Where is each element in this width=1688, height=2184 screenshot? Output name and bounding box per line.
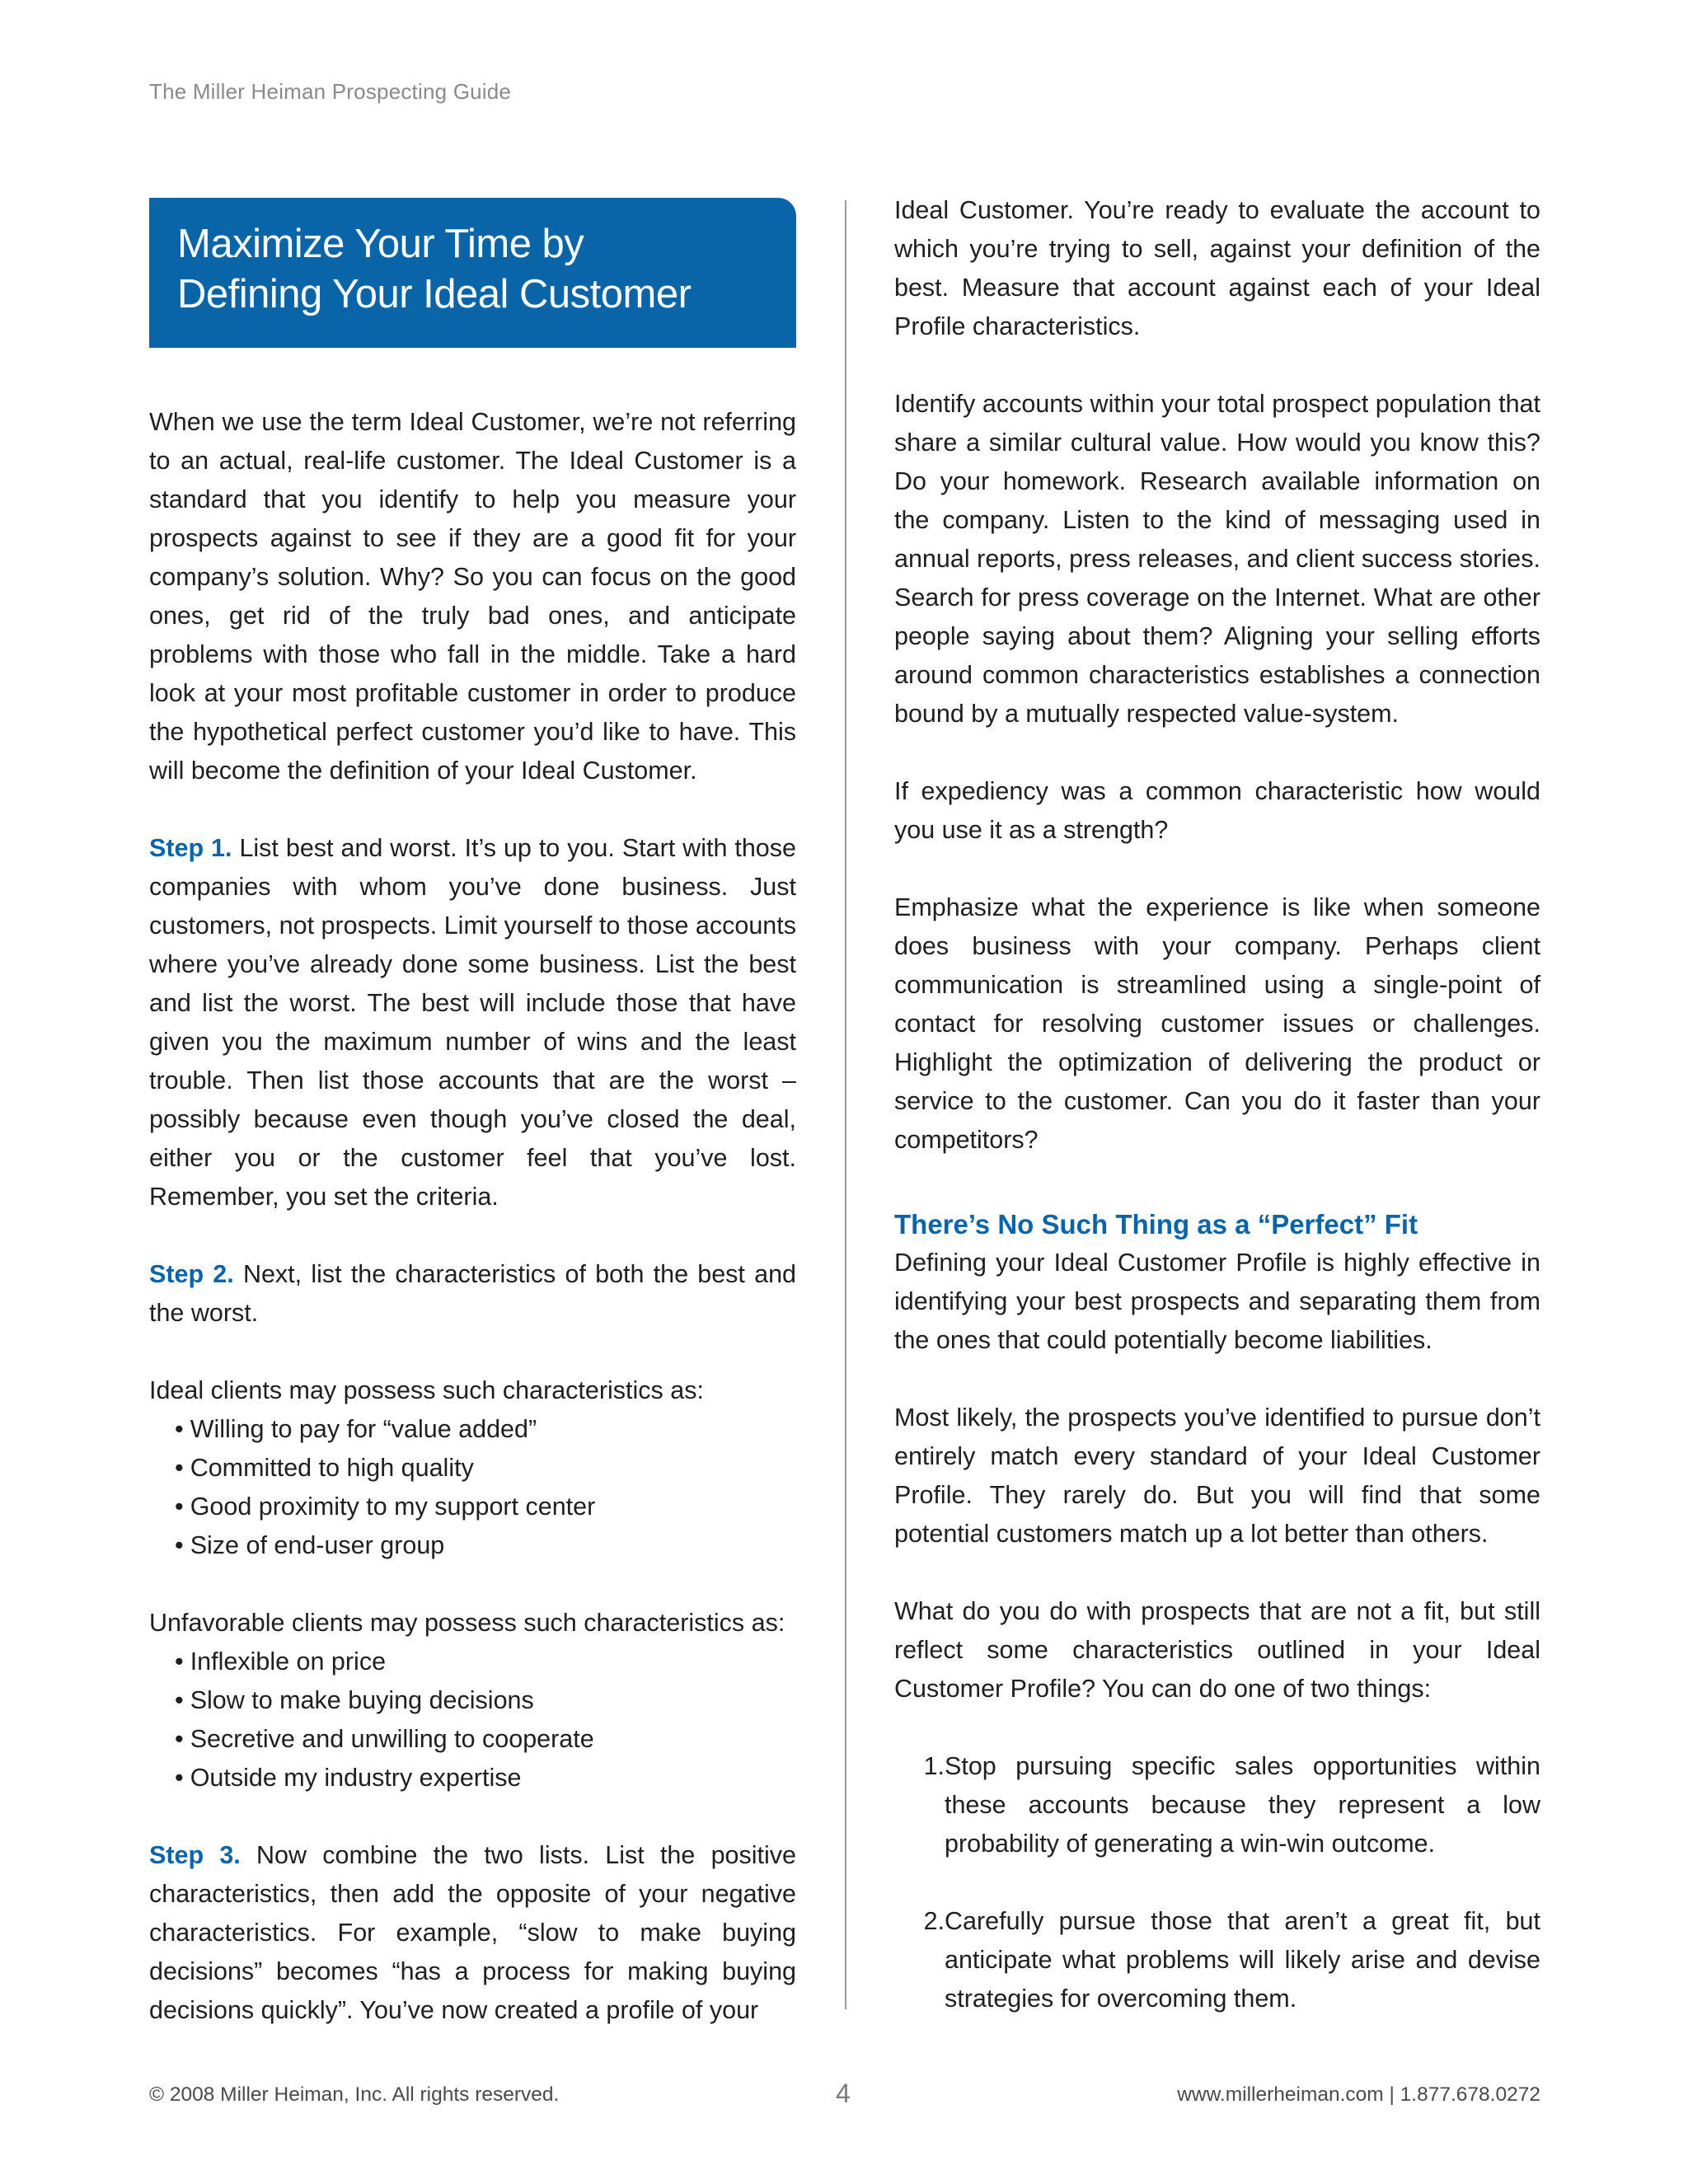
left-column <box>149 198 796 2030</box>
list-item <box>894 1747 1540 1863</box>
step-2-paragraph <box>149 1255 796 1333</box>
page-title <box>149 198 796 348</box>
list-item: • Slow to make buying decisions <box>175 1681 796 1720</box>
section-heading: There’s No Such Thing as a “Perfect” Fit <box>894 1209 1418 1240</box>
step-3-text: Now combine the two lists. List the positive characteristics, then add the opposite of your negative characteristics. For example, “slow to make buying decisions” becomes “has a process for making buying decisions quickly”. You’ve now created a profile of your <box>149 1841 796 2024</box>
option-text: Carefully pursue those that aren’t a great fit, but anticipate what problems will likely arise and devise strategies for overcoming them. <box>945 1907 1540 2013</box>
step-3-label: Step 3. <box>149 1841 241 1869</box>
page-number: 4 <box>836 2079 851 2108</box>
continued-paragraph: Ideal Customer. You’re ready to evaluate the account to which you’re trying to sell, against your definition of the best. Measure that account against each of your Ideal Profile characteristics. <box>894 196 1540 340</box>
list-item: • Committed to high quality <box>175 1449 796 1488</box>
right-column <box>894 191 1540 2018</box>
ideal-characteristics-list <box>149 1410 796 1565</box>
option-number: 2. <box>923 1907 945 1935</box>
list-item: • Secretive and unwilling to cooperate <box>175 1720 796 1759</box>
what-do-paragraph: What do you do with prospects that are not a fit, but still reflect some characteristics outlined in your Ideal Customer Profile? You can do one of two things: <box>894 1597 1540 1703</box>
column-divider <box>845 200 846 2009</box>
title-line-1: Maximize Your Time by <box>177 222 584 266</box>
footer-copyright: © 2008 Miller Heiman, Inc. All rights reserved. <box>149 2083 560 2106</box>
step-2-label: Step 2. <box>149 1260 234 1288</box>
title-line-2: Defining Your Ideal Customer <box>177 272 692 316</box>
running-head: The Miller Heiman Prospecting Guide <box>149 79 512 104</box>
defining-paragraph: Defining your Ideal Customer Profile is highly effective in identifying your best prospects and separating them from the ones that could potentially become liabilities. <box>894 1249 1540 1354</box>
list-item: • Willing to pay for “value added” <box>175 1410 796 1449</box>
list-item: • Outside my industry expertise <box>175 1759 796 1797</box>
ideal-intro: Ideal clients may possess such characteristics as: <box>149 1376 704 1404</box>
step-1-label: Step 1. <box>149 834 232 862</box>
options-list <box>894 1747 1540 2018</box>
step-3-paragraph <box>149 1836 796 2030</box>
emphasize-paragraph: Emphasize what the experience is like when someone does business with your company. Perhaps client communication is streamlined using a single-point of contact for resolving customer issues or challenges. Highlight the optimization of delivering the product or service to the customer. Can you do it faster than your competitors? <box>894 893 1540 1154</box>
intro-paragraph: When we use the term Ideal Customer, we’re not referring to an actual, real-life customer. The Ideal Customer is a standard that you identify to help you measure your prospects against to see if they are a good fit for your company’s solution. Why? So you can focus on the good ones, get rid of the truly bad ones, and anticipate problems with those who fall in the middle. Take a hard look at your most profitable customer in order to produce the hypothetical perfect customer you’d like to have. This will become the definition of your Ideal Customer. <box>149 408 796 785</box>
footer-contact: www.millerheiman.com | 1.877.678.0272 <box>1177 2083 1540 2106</box>
list-item: • Inflexible on price <box>175 1643 796 1681</box>
expediency-paragraph: If expediency was a common characteristic how would you use it as a strength? <box>894 777 1540 844</box>
step-1-paragraph <box>149 829 796 1216</box>
step-1-text: List best and worst. It’s up to you. Start with those companies with whom you’ve done business. Just customers, not prospects. Limit yourself to those accounts where you’ve already done some business. List the best and list the worst. The best will include those that have given you the maximum number of wins and the least trouble. Then list those accounts that are the worst – possibly because even though you’ve closed the deal, either you or the customer feel that you’ve lost. Remember, you set the criteria. <box>149 834 796 1211</box>
identify-paragraph: Identify accounts within your total prospect population that share a similar cultural value. How would you know this? Do your homework. Research available information on the company. Listen to the kind of messaging used in annual reports, press releases, and client success stories. Search for press coverage on the Internet. What are other people saying about them? Aligning your selling efforts around common characteristics establishes a connection bound by a mutually respected value-system. <box>894 390 1540 728</box>
list-item <box>894 1902 1540 2018</box>
most-likely-paragraph: Most likely, the prospects you’ve identified to pursue don’t entirely match every standard of your Ideal Customer Profile. They rarely do. But you will find that some potential customers match up a lot better than others. <box>894 1404 1540 1548</box>
list-item: • Good proximity to my support center <box>175 1488 796 1526</box>
unfavorable-characteristics-list <box>149 1643 796 1797</box>
unfavorable-intro: Unfavorable clients may possess such characteristics as: <box>149 1609 785 1637</box>
option-number: 1. <box>923 1752 945 1780</box>
option-text: Stop pursuing specific sales opportunities within these accounts because they represent a low probability of generating a win-win outcome. <box>945 1752 1540 1858</box>
list-item: • Size of end-user group <box>175 1526 796 1565</box>
step-2-text: Next, list the characteristics of both the best and the worst. <box>149 1260 796 1327</box>
